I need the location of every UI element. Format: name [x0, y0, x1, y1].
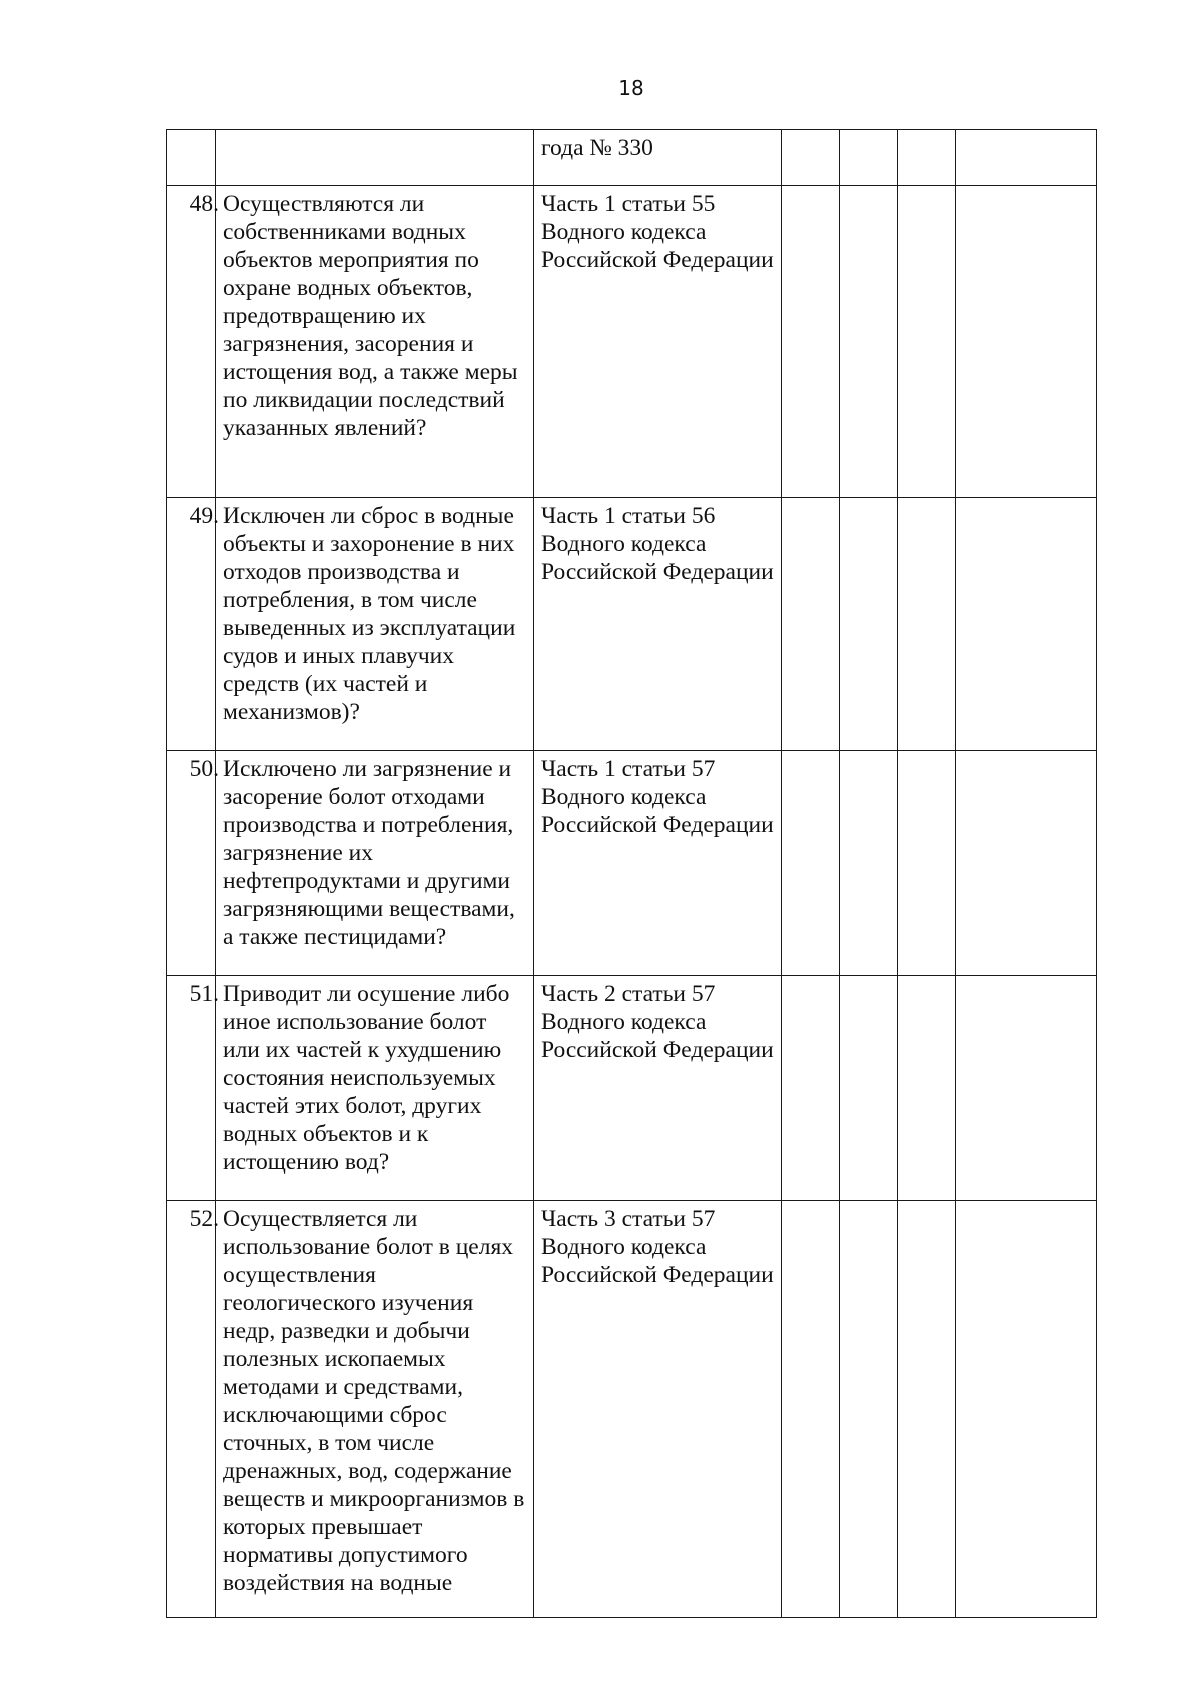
answer-yes-cell — [782, 976, 840, 1201]
question-cell — [216, 130, 534, 186]
answer-yes-cell — [782, 498, 840, 751]
answer-yes-cell — [782, 1201, 840, 1618]
table-row — [167, 498, 1097, 751]
law-reference-cell: Часть 1 статьи 56 Водного кодекса Российской Федерации — [534, 498, 782, 751]
question-cell: Осуществляются ли собственниками водных объектов мероприятия по охране водных объектов, предотвращению их загрязнения, засорения и истощения вод, а также меры по ликвидации последствий указанных явлений? — [216, 186, 534, 498]
checklist-table — [166, 129, 1097, 1618]
question-cell: Осуществляется ли использование болот в целях осуществления геологического изучения недр, разведки и добычи полезных ископаемых методами и средствами, исключающими сброс сточных, в том числе дренажных, вод, содержание веществ и микроорганизмов в которых превышает нормативы допустимого воздействия на водные — [216, 1201, 534, 1618]
table-row — [167, 186, 1097, 498]
answer-no-cell — [840, 976, 898, 1201]
answer-na-cell — [898, 976, 956, 1201]
table-row — [167, 751, 1097, 976]
answer-no-cell — [840, 498, 898, 751]
table-row — [167, 1201, 1097, 1618]
answer-no-cell — [840, 1201, 898, 1618]
answer-yes-cell — [782, 130, 840, 186]
table-row-continuation — [167, 130, 1097, 186]
table-row — [167, 976, 1097, 1201]
law-reference-cell: Часть 1 статьи 57 Водного кодекса Российской Федерации — [534, 751, 782, 976]
answer-no-cell — [840, 186, 898, 498]
answer-no-cell — [840, 751, 898, 976]
question-cell: Исключено ли загрязнение и засорение болот отходами производства и потребления, загрязнение их нефтепродуктами и другими загрязняющими веществами, а также пестицидами? — [216, 751, 534, 976]
law-reference-cell: Часть 2 статьи 57 Водного кодекса Российской Федерации — [534, 976, 782, 1201]
answer-na-cell — [898, 1201, 956, 1618]
row-number-cell: 52. — [167, 1201, 216, 1618]
row-number-cell: 49. — [167, 498, 216, 751]
note-cell — [956, 498, 1097, 751]
row-number-cell: 51. — [167, 976, 216, 1201]
law-reference-cell: Часть 3 статьи 57 Водного кодекса Российской Федерации — [534, 1201, 782, 1618]
note-cell — [956, 130, 1097, 186]
row-number-cell: 48. — [167, 186, 216, 498]
law-reference-cell: Часть 1 статьи 55 Водного кодекса Российской Федерации — [534, 186, 782, 498]
answer-yes-cell — [782, 186, 840, 498]
row-number-cell: 50. — [167, 751, 216, 976]
row-number-cell — [167, 130, 216, 186]
answer-na-cell — [898, 186, 956, 498]
note-cell — [956, 1201, 1097, 1618]
answer-na-cell — [898, 498, 956, 751]
law-reference-cell: года № 330 — [534, 130, 782, 186]
answer-yes-cell — [782, 751, 840, 976]
answer-na-cell — [898, 751, 956, 976]
note-cell — [956, 186, 1097, 498]
answer-no-cell — [840, 130, 898, 186]
note-cell — [956, 976, 1097, 1201]
note-cell — [956, 751, 1097, 976]
question-cell: Исключен ли сброс в водные объекты и захоронение в них отходов производства и потребления, в том числе выведенных из эксплуатации судов и иных плавучих средств (их частей и механизмов)? — [216, 498, 534, 751]
answer-na-cell — [898, 130, 956, 186]
page-number: 18 — [618, 76, 644, 100]
question-cell: Приводит ли осушение либо иное использование болот или их частей к ухудшению состояния неиспользуемых частей этих болот, других водных объектов и к истощению вод? — [216, 976, 534, 1201]
